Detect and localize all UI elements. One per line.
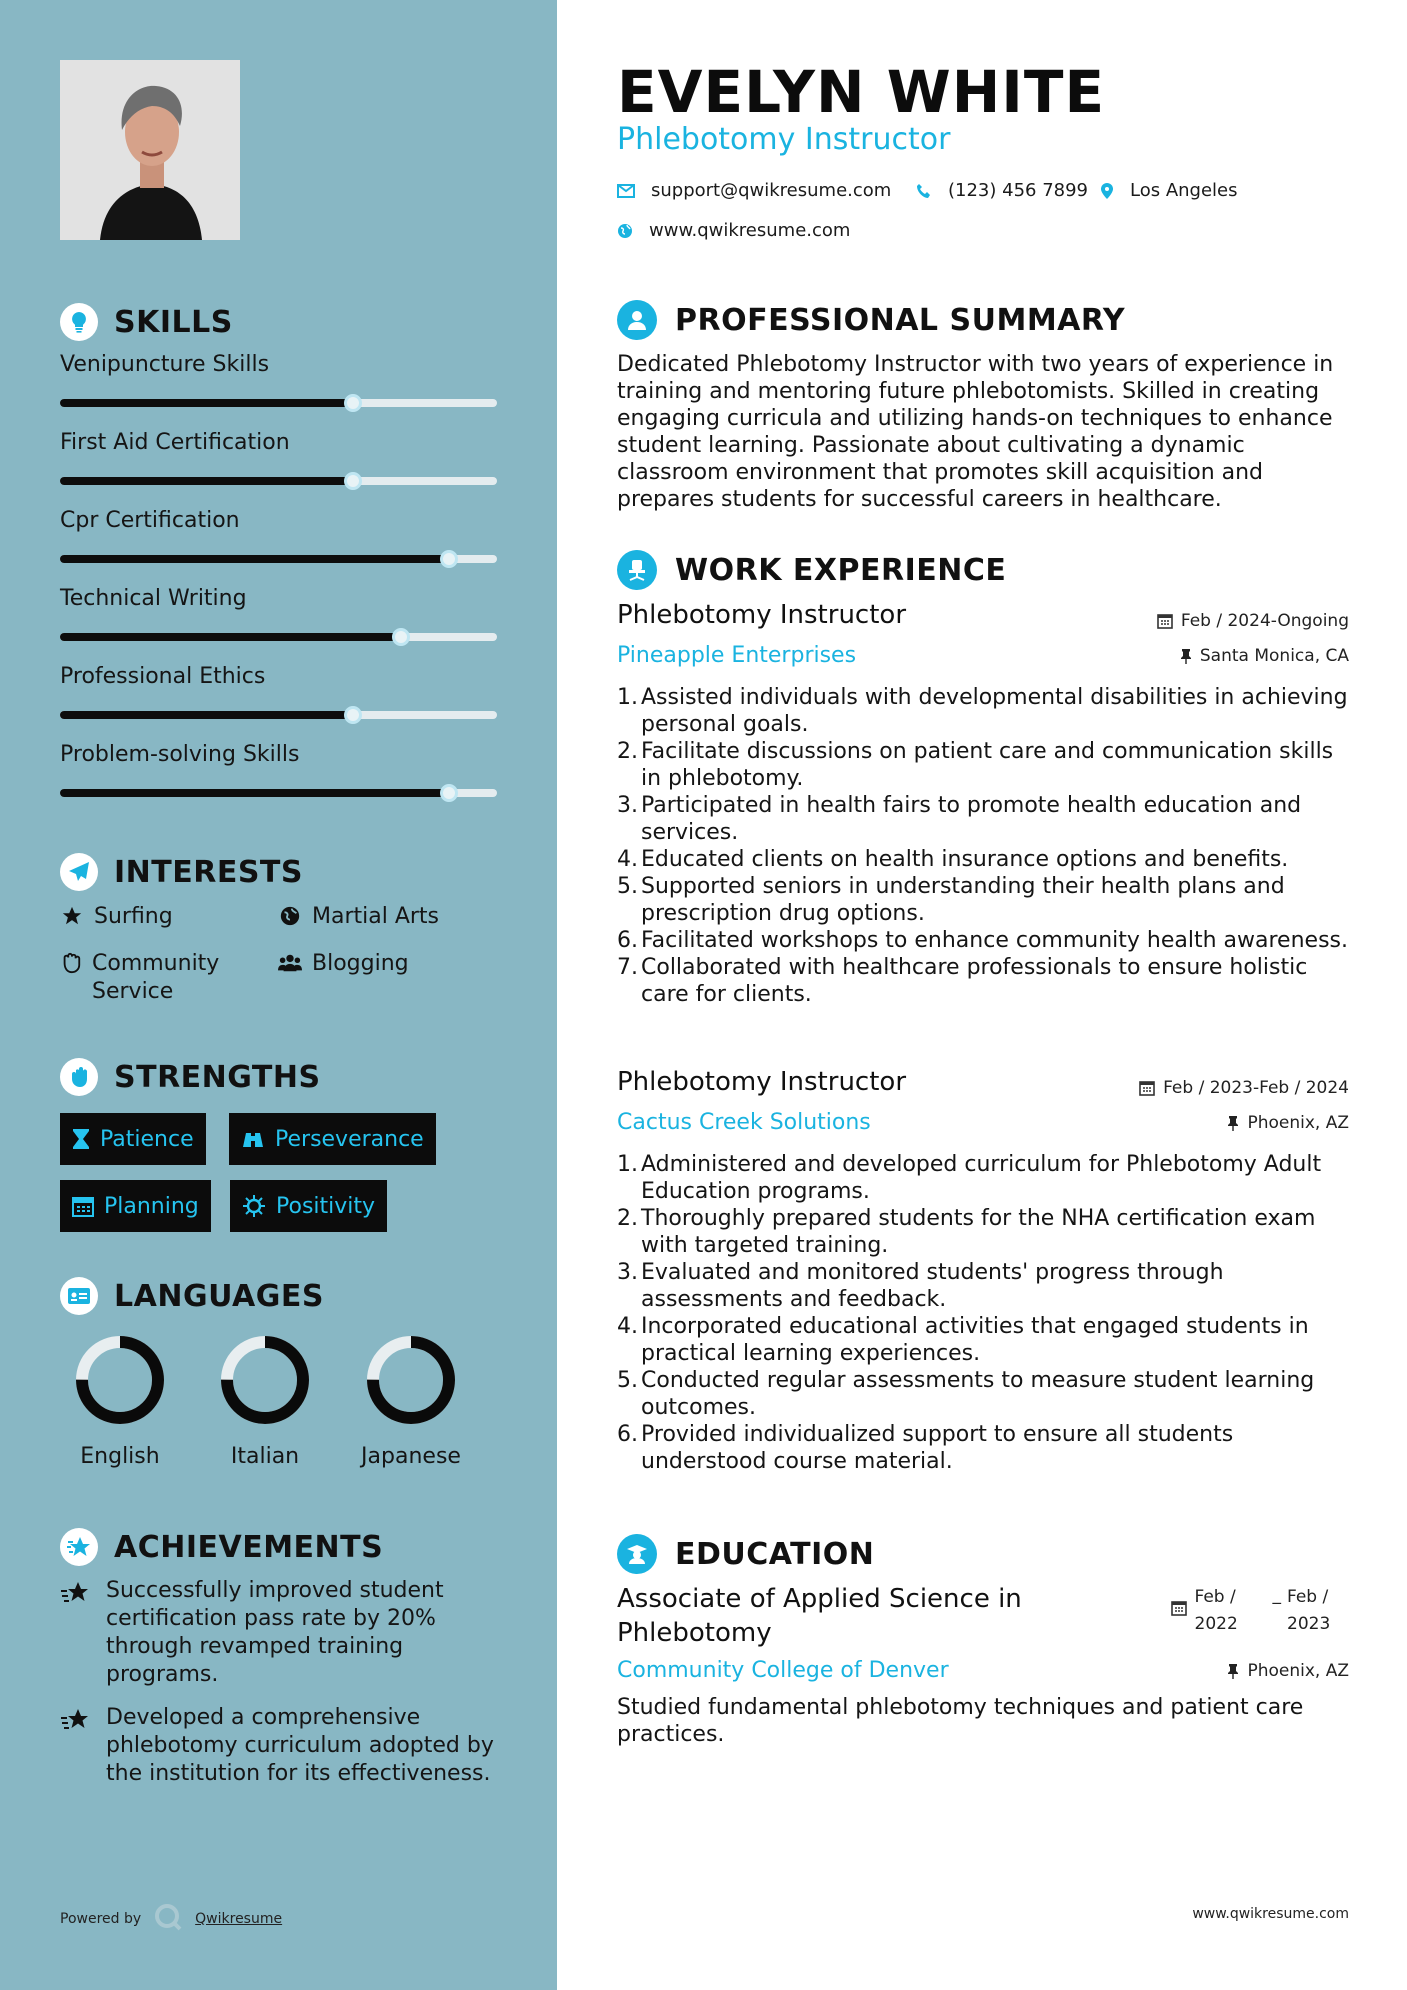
skill-fill: [60, 399, 353, 407]
profile-photo: [60, 60, 240, 240]
interest-item: [278, 903, 439, 931]
language-ring: [72, 1332, 168, 1428]
education-location: [1227, 1661, 1349, 1681]
list-item: 2. Facilitate discussions on patient care and communication skills in phlebotomy.: [617, 739, 1334, 791]
skill-bar: [60, 633, 497, 641]
star-badge-icon: [60, 1528, 98, 1566]
strength-badge: [60, 1113, 206, 1165]
achievement-text: Developed a comprehensive phlebotomy curriculum adopted by the institution for its effectiveness.: [106, 1705, 494, 1786]
qwikresume-link[interactable]: Qwikresume: [195, 1911, 283, 1927]
experience-header: [617, 550, 1006, 590]
education-start: Feb / 2022: [1194, 1587, 1238, 1634]
interest-label: Blogging: [312, 951, 409, 976]
company-name: Pineapple Enterprises: [617, 643, 857, 668]
interests-title: INTERESTS: [114, 854, 303, 890]
skill-knob: [392, 628, 410, 646]
sidebar: [0, 0, 557, 1990]
lightbulb-icon: [60, 303, 98, 341]
calendar-icon: [1157, 613, 1173, 629]
language-ring: [363, 1332, 459, 1428]
skill-label: Cpr Certification: [60, 508, 240, 533]
candidate-name: EVELYN WHITE: [617, 58, 1106, 126]
skill-item: [60, 742, 497, 797]
globe-icon: [617, 223, 633, 239]
skill-label: First Aid Certification: [60, 430, 290, 455]
job-title: Phlebotomy Instructor: [617, 600, 907, 630]
degree-title: Associate of Applied Science in Phlebotomy: [617, 1584, 1022, 1648]
language-label: Japanese: [361, 1444, 461, 1469]
contact-email[interactable]: [617, 180, 891, 201]
map-pin-icon: [1100, 182, 1114, 200]
skill-knob: [344, 394, 362, 412]
email-text: support@qwikresume.com: [651, 180, 892, 201]
skill-bar: [60, 477, 497, 485]
interest-item: [60, 903, 173, 931]
website-text: www.qwikresume.com: [649, 220, 851, 241]
achievement-text: Successfully improved student certification pass rate by 20% through revamped training programs.: [106, 1578, 444, 1687]
strength-badge: [229, 1113, 436, 1165]
shooting-star-icon: [60, 1704, 90, 1788]
education-header: [617, 1534, 874, 1574]
summary-title: PROFESSIONAL SUMMARY: [675, 302, 1126, 338]
contact-location: [1100, 180, 1238, 201]
list-item: 2. Thoroughly prepared students for the NHA certification exam with targeted training.: [617, 1206, 1316, 1258]
company-name: Cactus Creek Solutions: [617, 1110, 871, 1135]
job-bullets: [617, 1151, 1357, 1475]
interest-label: Surfing: [94, 904, 173, 929]
date-separator: _: [1272, 1585, 1281, 1605]
qwikresume-logo-icon: [153, 1902, 183, 1936]
skill-label: Problem-solving Skills: [60, 742, 300, 767]
strength-label: Positivity: [276, 1193, 376, 1219]
education-end: Feb / 2023: [1287, 1587, 1331, 1634]
interest-item: [60, 950, 240, 1006]
location-text: Los Angeles: [1130, 180, 1238, 201]
list-item: 6. Provided individualized support to ensure all students understood course material.: [617, 1422, 1234, 1474]
skill-bar: [60, 399, 497, 407]
contact-website[interactable]: [617, 220, 850, 241]
education-title: EDUCATION: [675, 1536, 875, 1572]
job-location-text: Santa Monica, CA: [1199, 646, 1349, 666]
skills-title: SKILLS: [114, 304, 233, 340]
job-location: [1180, 646, 1349, 666]
list-item: 3. Participated in health fairs to promote health education and services.: [617, 793, 1302, 845]
strength-label: Planning: [104, 1193, 199, 1219]
pushpin-icon: [1227, 1115, 1239, 1131]
skill-label: Venipuncture Skills: [60, 352, 270, 377]
sun-icon: [242, 1194, 266, 1218]
skill-item: [60, 508, 497, 563]
strength-label: Patience: [100, 1126, 194, 1152]
strengths-title: STRENGTHS: [114, 1059, 321, 1095]
job-bullets: [617, 684, 1357, 1008]
skill-item: [60, 352, 497, 407]
skill-bar: [60, 711, 497, 719]
hourglass-icon: [72, 1128, 90, 1150]
skills-header: [60, 303, 233, 341]
interest-item: [278, 950, 409, 978]
calendar-icon: [1139, 1080, 1155, 1096]
fist-icon: [60, 1058, 98, 1096]
phone-text: (123) 456 7899: [948, 180, 1089, 201]
skill-fill: [60, 633, 401, 641]
achievements-title: ACHIEVEMENTS: [114, 1529, 384, 1565]
interest-label: Community Service: [92, 951, 220, 1004]
summary-text: Dedicated Phlebotomy Instructor with two years of experience in training and mentoring future phlebotomists. Skilled in creating engaging curricula and utilizing hands-on techniques to enhance student learning. Passionate about cultivating a dynamic classroom environment that promotes skill acquisition and prepares students for successful careers in healthcare.: [617, 352, 1334, 512]
strength-badge: [60, 1180, 211, 1232]
graduate-icon: [617, 1534, 657, 1574]
list-item: 5. Conducted regular assessments to measure student learning outcomes.: [617, 1368, 1315, 1420]
education-description: Studied fundamental phlebotomy techniques and patient care practices.: [617, 1695, 1304, 1747]
education-dates: [1171, 1584, 1350, 1638]
powered-by: [60, 1902, 282, 1936]
languages-header: [60, 1277, 324, 1315]
job-location-text: Phoenix, AZ: [1247, 1113, 1349, 1133]
users-icon: [278, 950, 302, 974]
achievement-item: [60, 1704, 500, 1788]
strength-badge: [230, 1180, 387, 1232]
job-dates: [1157, 611, 1349, 631]
language-label: English: [80, 1444, 160, 1469]
pushpin-icon: [1227, 1663, 1239, 1679]
list-item: 1. Assisted individuals with developmental disabilities in achieving personal goals.: [617, 685, 1348, 737]
strength-label: Perseverance: [275, 1126, 424, 1152]
skill-bar: [60, 789, 497, 797]
skill-fill: [60, 789, 449, 797]
school-name: Community College of Denver: [617, 1658, 949, 1683]
skill-knob: [440, 784, 458, 802]
language-ring: [217, 1332, 313, 1428]
education-location-text: Phoenix, AZ: [1247, 1661, 1349, 1681]
id-card-icon: [60, 1277, 98, 1315]
achievements-header: [60, 1528, 383, 1566]
list-item: 4. Incorporated educational activities that engaged students in practical learning experiences.: [617, 1314, 1309, 1366]
office-chair-icon: [617, 550, 657, 590]
star-icon: [60, 903, 84, 927]
list-item: 7. Collaborated with healthcare professionals to ensure holistic care for clients.: [617, 955, 1308, 1007]
job-location: [1227, 1113, 1349, 1133]
binoculars-icon: [241, 1129, 265, 1149]
skill-bar: [60, 555, 497, 563]
skill-knob: [344, 472, 362, 490]
footer-url[interactable]: www.qwikresume.com: [1192, 1906, 1349, 1922]
shooting-star-icon: [60, 1577, 90, 1689]
language-item: [60, 1332, 180, 1469]
job-dates-text: Feb / 2023-Feb / 2024: [1163, 1078, 1349, 1098]
skill-fill: [60, 711, 353, 719]
strengths-header: [60, 1058, 321, 1096]
skill-label: Professional Ethics: [60, 664, 266, 689]
job-title: Phlebotomy Instructor: [617, 1067, 907, 1097]
paper-plane-icon: [60, 853, 98, 891]
language-label: Italian: [230, 1444, 300, 1469]
achievement-item: [60, 1577, 500, 1689]
user-icon: [617, 300, 657, 340]
phone-icon: [916, 183, 932, 199]
pushpin-icon: [1180, 648, 1192, 664]
contact-phone[interactable]: [916, 180, 1088, 201]
skill-item: [60, 586, 497, 641]
interests-header: [60, 853, 303, 891]
summary-header: [617, 300, 1125, 340]
language-item: [351, 1332, 471, 1469]
job-dates: [1139, 1078, 1349, 1098]
language-item: [205, 1332, 325, 1469]
list-item: 6. Facilitated workshops to enhance community health awareness.: [617, 928, 1348, 953]
powered-by-label: Powered by: [60, 1911, 142, 1927]
skill-knob: [344, 706, 362, 724]
skill-fill: [60, 555, 449, 563]
list-item: 5. Supported seniors in understanding their health plans and prescription drug options.: [617, 874, 1285, 926]
skill-item: [60, 664, 497, 719]
skill-fill: [60, 477, 353, 485]
candidate-role: Phlebotomy Instructor: [617, 122, 951, 157]
globe-icon: [278, 903, 302, 927]
calendar-icon: [1171, 1600, 1187, 1616]
envelope-icon: [617, 184, 635, 198]
list-item: 1. Administered and developed curriculum for Phlebotomy Adult Education programs.: [617, 1152, 1322, 1204]
skill-knob: [440, 550, 458, 568]
languages-title: LANGUAGES: [114, 1278, 324, 1314]
experience-title: WORK EXPERIENCE: [675, 552, 1007, 588]
skill-item: [60, 430, 497, 485]
list-item: 3. Evaluated and monitored students' progress through assessments and feedback.: [617, 1260, 1224, 1312]
skill-label: Technical Writing: [60, 586, 247, 611]
job-dates-text: Feb / 2024-Ongoing: [1180, 611, 1349, 631]
list-item: 4. Educated clients on health insurance options and benefits.: [617, 847, 1289, 872]
interest-label: Martial Arts: [312, 904, 440, 929]
hand-icon: [60, 950, 82, 974]
calendar-icon: [72, 1195, 94, 1217]
